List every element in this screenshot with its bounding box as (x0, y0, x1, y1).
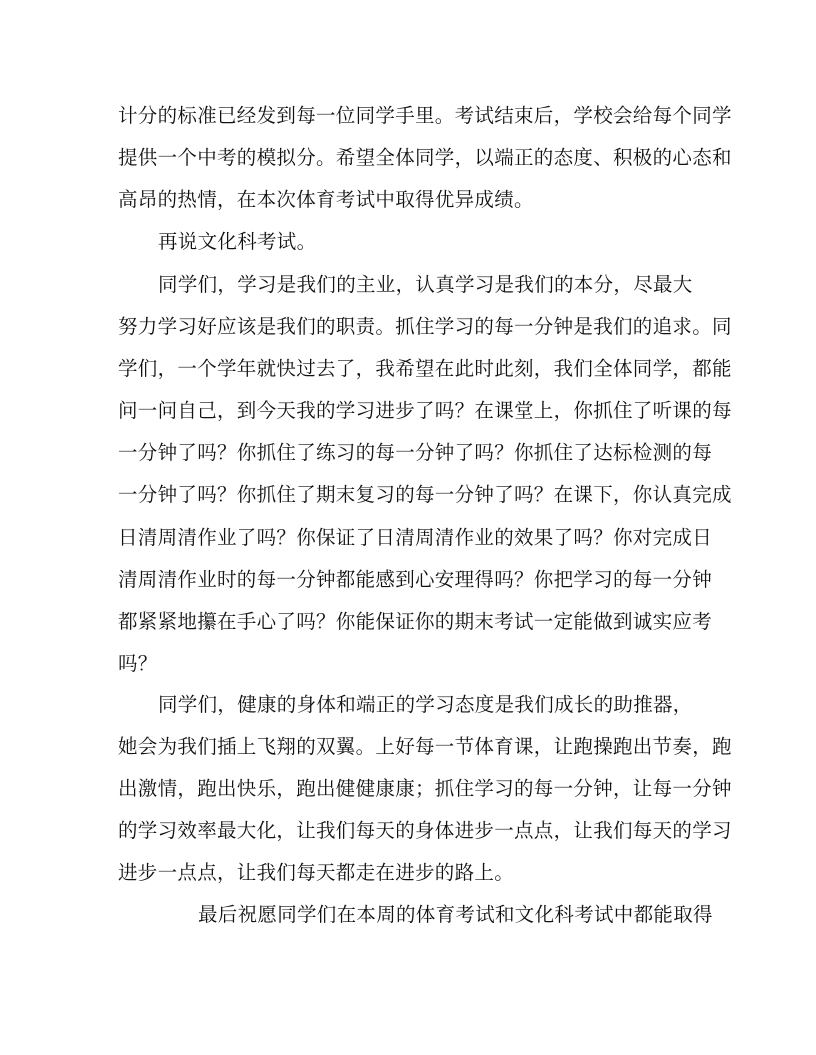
text-line: 最后祝愿同学们在本周的体育考试和文化科考试中都能取得 (198, 903, 713, 926)
text-line: 学们，一个学年就快过去了，我希望在此时此刻，我们全体同学，都能 (118, 357, 732, 380)
text-line: 高昂的热情，在本次体育考试中取得优异成绩。 (118, 188, 534, 211)
text-line: 出激情，跑出快乐，跑出健健康康；抓住学习的每一分钟，让每一分钟 (118, 777, 732, 800)
text-line: 再说文化科考试。 (158, 230, 317, 253)
text-line: 她会为我们插上飞翔的双翼。上好每一节体育课，让跑操跑出节奏，跑 (118, 735, 732, 758)
text-line: 提供一个中考的模拟分。希望全体同学，以端正的态度、积极的心态和 (118, 146, 732, 169)
text-line: 吗？ (118, 652, 158, 675)
text-line: 都紧紧地攥在手心了吗？你能保证你的期末考试一定能做到诚实应考 (118, 610, 713, 633)
text-line: 计分的标准已经发到每一位同学手里。考试结束后，学校会给每个同学 (118, 104, 732, 127)
text-line: 问一问自己，到今天我的学习进步了吗？在课堂上，你抓住了听课的每 (118, 399, 732, 422)
text-line: 日清周清作业了吗？你保证了日清周清作业的效果了吗？你对完成日 (118, 526, 713, 549)
text-line: 同学们，健康的身体和端正的学习态度是我们成长的助推器， (158, 693, 693, 716)
text-line: 一分钟了吗？你抓住了练习的每一分钟了吗？你抓住了达标检测的每 (118, 441, 713, 464)
text-line: 一分钟了吗？你抓住了期末复习的每一分钟了吗？在课下，你认真完成 (118, 483, 732, 506)
text-line: 同学们，学习是我们的主业，认真学习是我们的本分，尽最大 (158, 273, 693, 296)
text-line: 的学习效率最大化，让我们每天的身体进步一点点，让我们每天的学习 (118, 819, 732, 842)
text-line: 清周清作业时的每一分钟都能感到心安理得吗？你把学习的每一分钟 (118, 568, 713, 591)
text-line: 努力学习好应该是我们的职责。抓住学习的每一分钟是我们的追求。同 (118, 315, 732, 338)
text-line: 进步一点点，让我们每天都走在进步的路上。 (118, 861, 515, 884)
